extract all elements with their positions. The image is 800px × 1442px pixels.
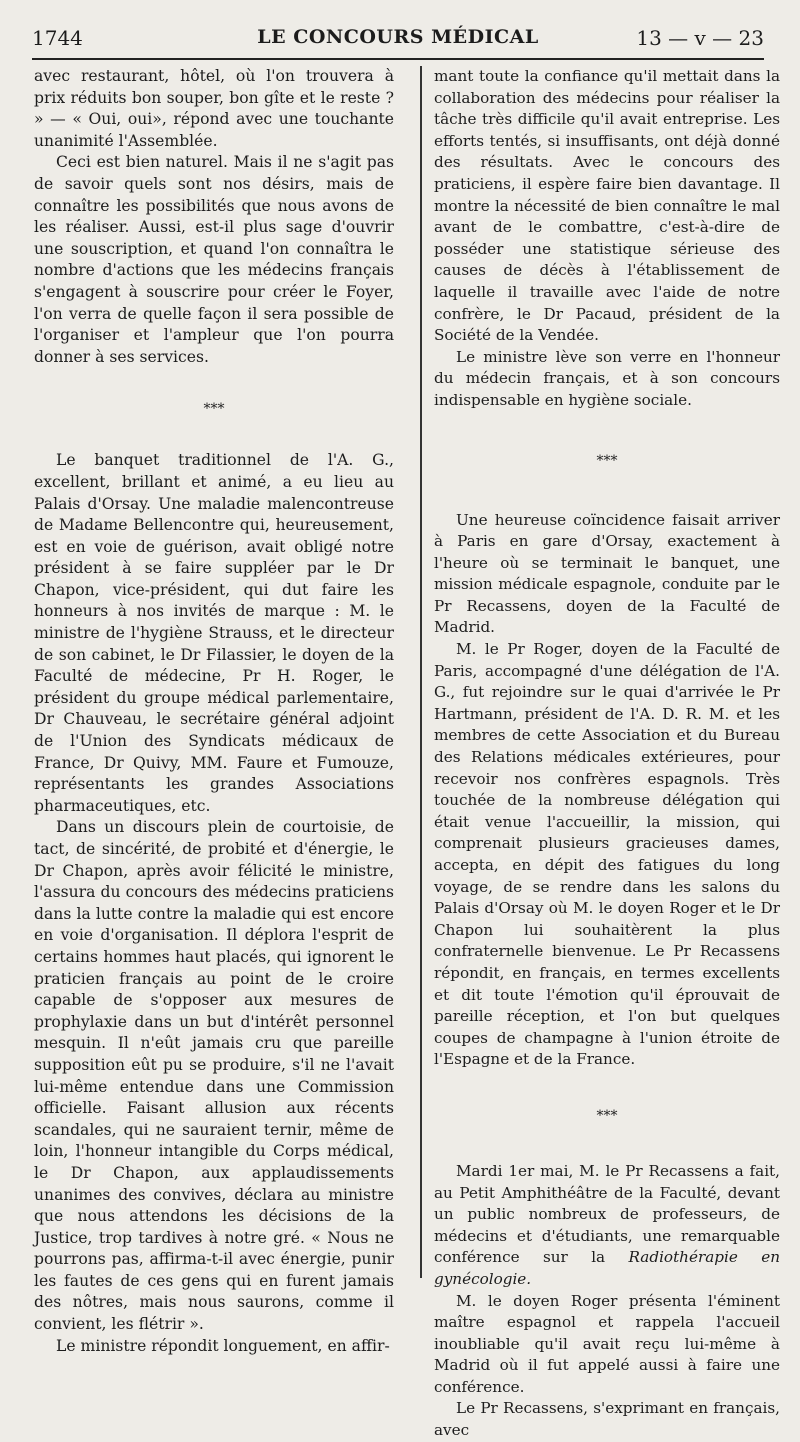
section-separator: *** [596,1107,618,1124]
paragraph: Le Pr Recassens, s'exprimant en français, avec [434,1399,780,1440]
paragraph: mant toute la confiance qu'il mettait dans la collaboration des médecins pour réaliser la tâche très difficile qu'il avait entreprise. Les efforts tentés, si insuffisants, ont déjà donné des résultats. Avec le concours des praticiens, il espère faire bien davantage. Il montre la nécessité de bien connaître le mal avant de le combattre, c'est-à-dire de posséder une statistique sérieuse des causes de décès à l'établissement de laquelle il travaille avec l'aide de notre confrère, le Dr Pacaud, président de la Société de la Vendée. [434,67,780,345]
paragraph: Une heureuse coïncidence faisait arriver à Paris en gare d'Orsay, exactement à l'heure où se terminait le banquet, une mission médicale espagnole, conduite par le Pr Recassens, doyen de la Faculté de Madrid. [434,510,780,637]
paragraph: M. le doyen Roger présenta l'éminent maître espagnol et rappela l'accueil inoubliable qu'il avait reçu lui-même à Madrid où il fut appelé aussi à faire une conférence. [434,1291,780,1396]
paragraph: Le banquet traditionnel de l'A. G., excellent, brillant et animé, a eu lieu au Palais d'Orsay. Une maladie malencontreuse de Madame Bellencontre qui, heureusement, est en voie de guérison, avait obligé notre président à se faire suppléer par le Dr Chapon, vice-président, qui dut faire les honneurs à nos invités de marque : M. le ministre de l'hygiène Strauss, et le directeur de son cabinet, le Dr Filassier, le doyen de la Faculté de médecine, Pr H. Roger, le président du groupe médical parlementaire, Dr Chauveau, le secrétaire général adjoint de l'Union des Syndicats médicaux de France, Dr Quivy, MM. Faure et Fumouze, représentants les grandes Associations pharmaceutiques, etc. [34,451,394,815]
page-number: 1744 [32,26,83,50]
paragraph: Ceci est bien naturel. Mais il ne s'agit pas de savoir quels sont nos désirs, mais de connaître les possibilités que nous avons de les réaliser. Aussi, est-il plus sage d'ouvrir une souscription, et quand l'on connaîtra le nombre d'actions que les médecins français s'engagent à souscrire pour créer le Foyer, l'on verra de quelle façon il sera possible de l'organiser et l'ampleur que l'on pourra donner à ses services. [34,153,394,366]
left-column [34,66,394,1357]
lecture-title: Radiothérapie en gynécologie. [434,1248,780,1288]
paragraph: Dans un discours plein de courtoisie, de tact, de sincérité, de probité et d'énergie, le Dr Chapon, après avoir félicité le ministre, l'assura du concours des médecins praticiens dans la lutte contre la maladie qui est encore en voie d'organisation. Il déplora l'esprit de certains hommes haut placés, qui ignorent le praticien français au point de le croire capable de s'opposer aux mesures de prophylaxie dans un but d'intérêt personnel mesquin. Il n'eût jamais cru que pareille supposition eût pu se produire, s'il ne l'avait lui-même entendue dans une Commission officielle. Faisant allusion aux récents scandales, qui ne sauraient ternir, même de loin, l'honneur intangible du Corps médical, le Dr Chapon, aux applaudissements unanimes des convives, déclara au ministre que nous attendons les décisions de la Justice, trop tardives à notre gré. « Nous ne pourrons pas, affirma-t-il avec énergie, punir les fautes de ces gens qui en furent jamais des nôtres, mais nous saurons, comme il convient, les flétrir ». [34,818,394,1334]
paragraph: avec restaurant, hôtel, où l'on trouvera à prix réduits bon souper, bon gîte et le reste ? » — « Oui, oui», répond avec une touchante unanimité l'Assemblée. [34,67,394,150]
column-divider [420,66,422,1278]
section-separator: *** [596,452,618,469]
journal-title: LE CONCOURS MÉDICAL [257,26,539,48]
section-separator: *** [203,401,225,418]
paragraph: M. le Pr Roger, doyen de la Faculté de Paris, accompagné d'une délégation de l'A. G., fut rejoindre sur le quai d'arrivée le Pr Hartmann, président de l'A. D. R. M. et les membres de cette Association et du Bureau des Relations médicales extérieures, pour recevoir nos confrères espagnols. Très touchée de la nombreuse délégation qui était venue l'accueillir, la mission, qui comprenait plusieurs gracieuses dames, accepta, en dépit des fatigues du long voyage, de se rendre dans les salons du Palais d'Orsay où M. le doyen Roger et le Dr Chapon lui souhaitèrent la plus confraternelle bienvenue. Le Pr Recassens répondit, en français, en termes excellents et dit toute l'émotion qu'il éprouvait de pareille réception, et l'on but quelques coupes de champagne à l'union étroite de l'Espagne et de la France. [434,640,780,1069]
right-column [434,66,780,1442]
issue-date: 13 — v — 23 [636,26,764,50]
paragraph [434,1161,780,1291]
page-header [32,24,764,60]
paragraph: Le ministre répondit longuement, en affir- [56,1336,390,1355]
paragraph-text: Mardi 1er mai, M. le Pr Recassens a fait, au Petit Amphithéâtre de la Faculté, devant un public nombreux de professeurs, de médecins et d'étudiants, une remarquable conférence sur la [434,1161,780,1267]
paragraph: Le ministre lève son verre en l'honneur du médecin français, et à son concours indispensable en hygiène sociale. [434,347,780,409]
